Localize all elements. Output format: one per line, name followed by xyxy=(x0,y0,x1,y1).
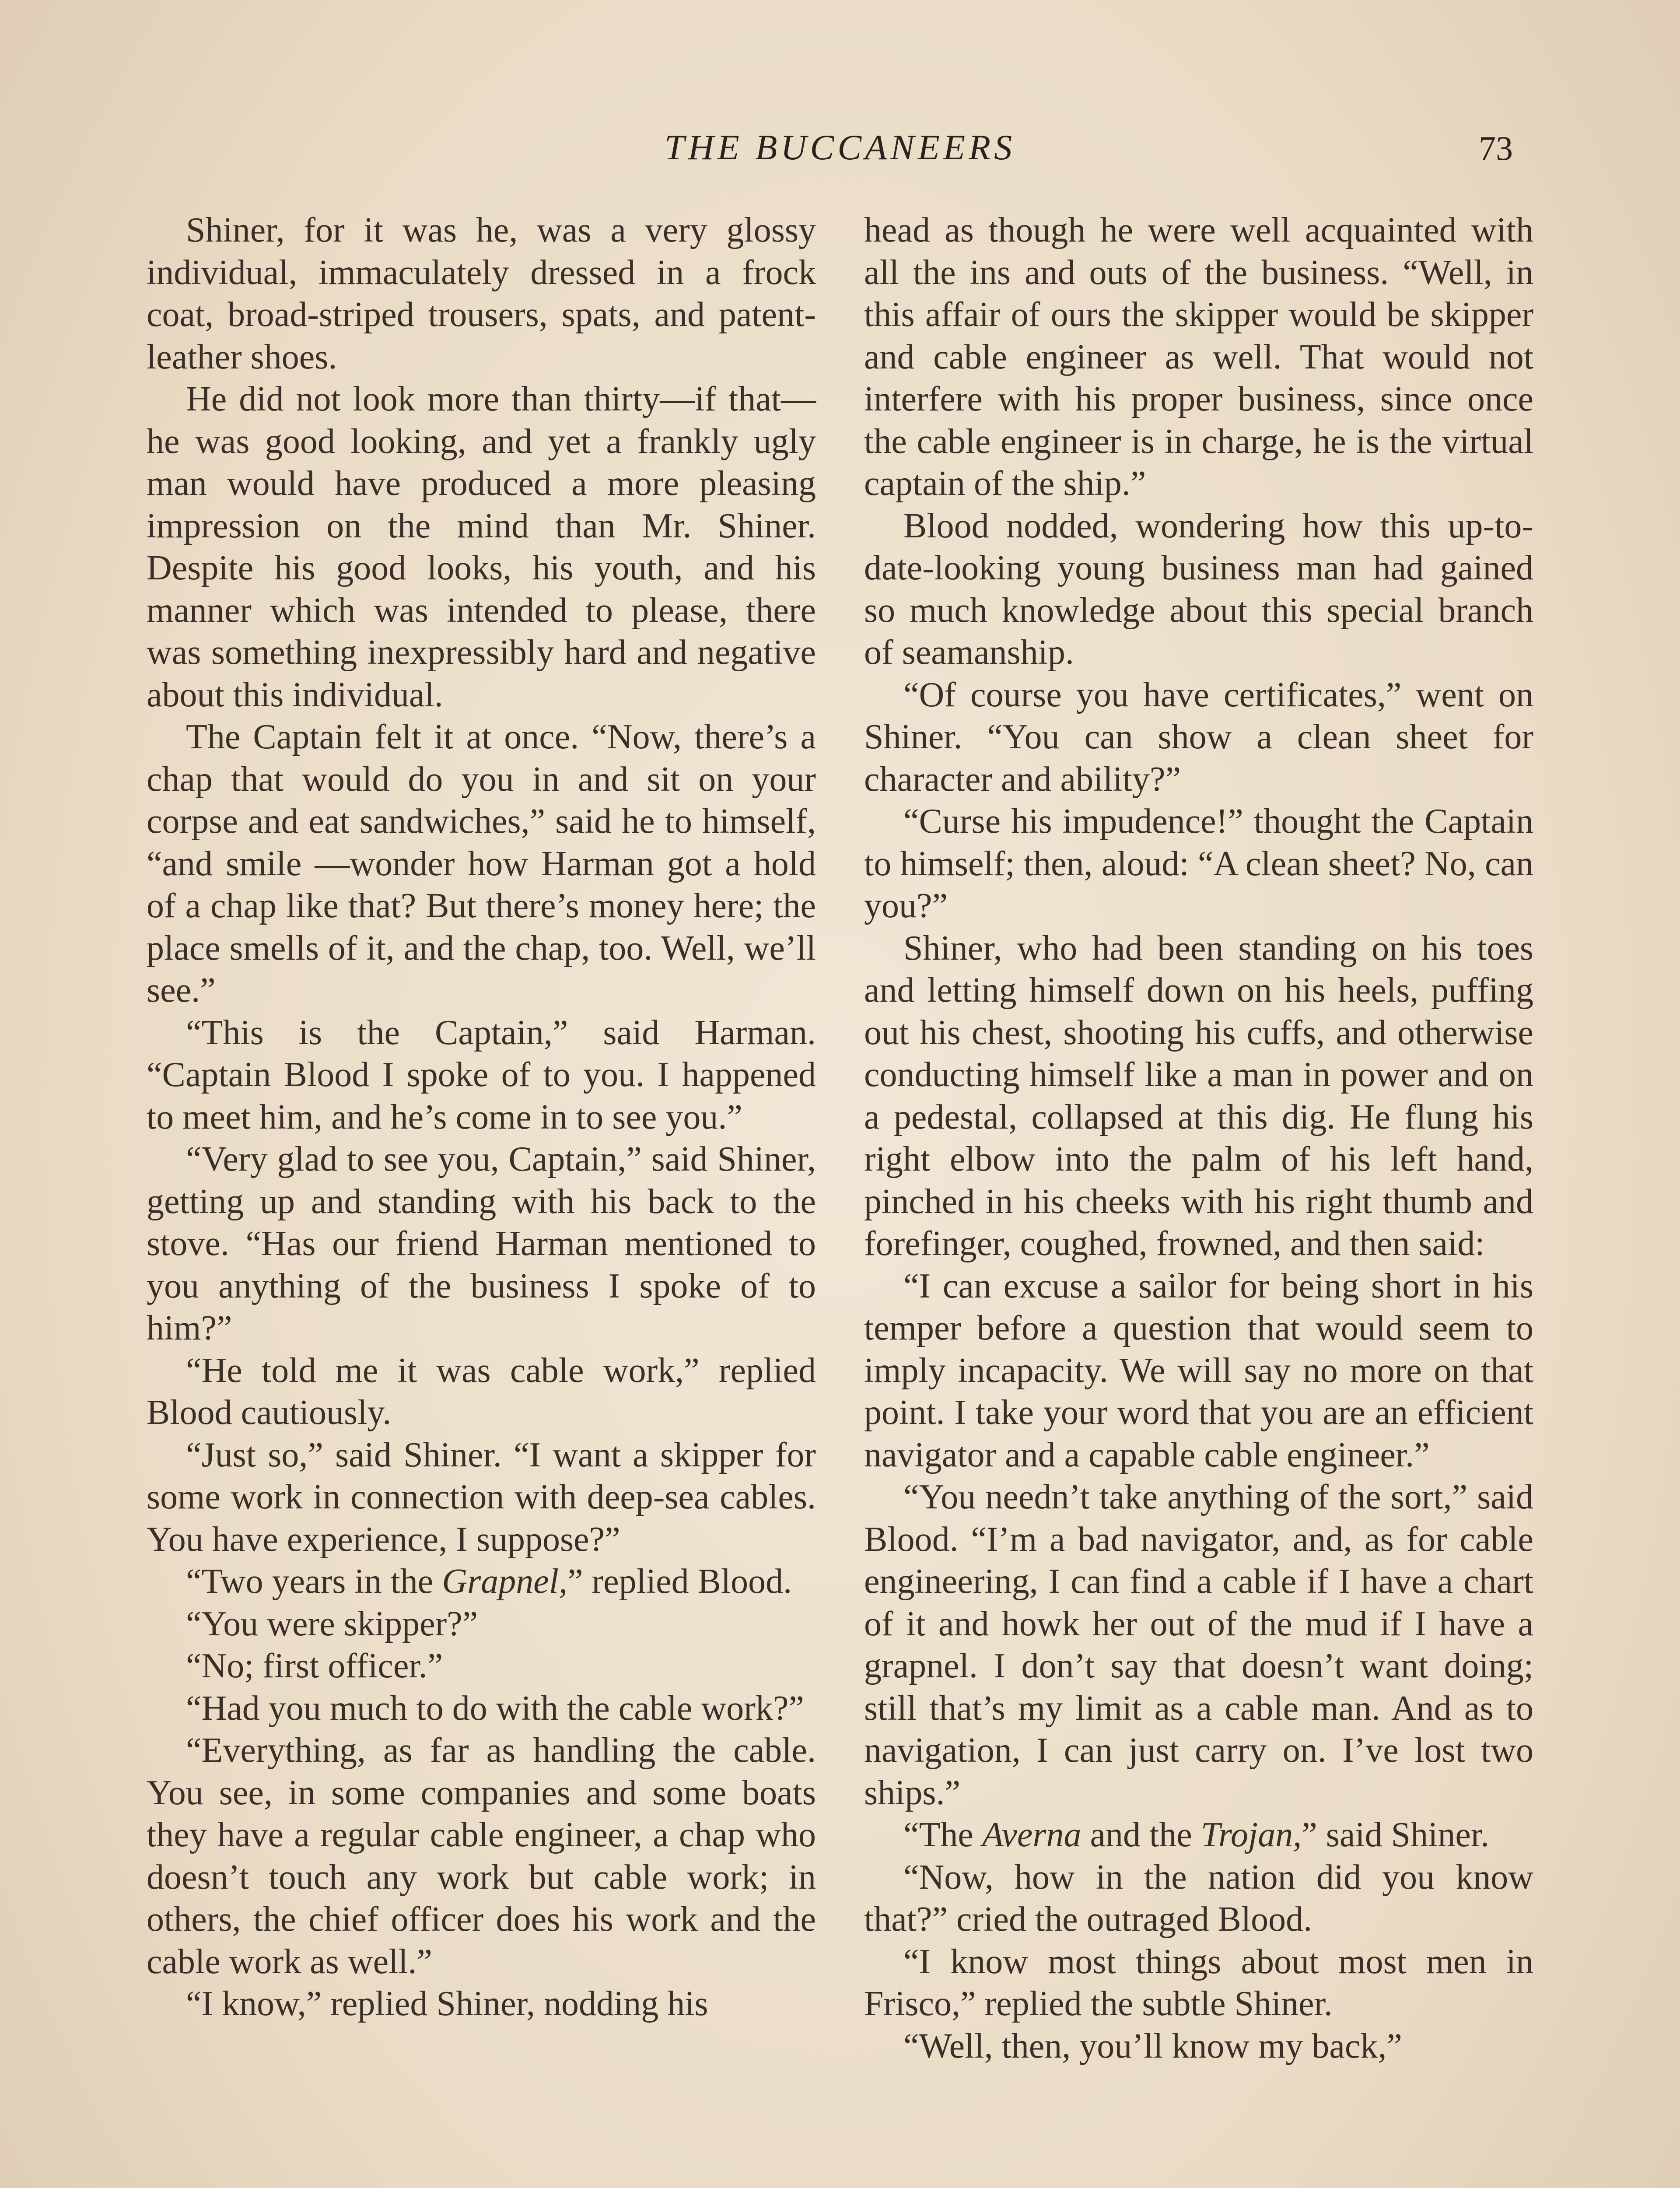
paragraph xyxy=(147,1603,816,1645)
italic-title: Grapnel, xyxy=(442,1562,567,1601)
paragraph-text: The Captain felt it at once. “Now, there’s a chap that would do you in and sit on your corpse and eat sandwiches,” said he to himself, “and smile —wonder how Harman got a hold of a chap like that? But there’s money here; the place smells of it, and the chap, too. Well, we’ll see.” xyxy=(147,718,816,1010)
paragraph xyxy=(147,716,816,1012)
italic-title: Trojan, xyxy=(1200,1816,1302,1854)
page-number: 73 xyxy=(1479,129,1513,167)
paragraph-text: Shiner, who had been standing on his toes and letting himself down on his heels, puffing out his chest, shooting his cuffs, and otherwise conducting himself like a man in power and on a pedestal, collapsed at this dig. He flung his right elbow into the palm of his left hand, pinched in his cheeks with his right thumb and forefinger, coughed, frowned, and then said: xyxy=(864,929,1533,1263)
paragraph xyxy=(864,1814,1533,1856)
paragraph-text: “The xyxy=(903,1816,973,1854)
paragraph-text: head as though he were well acquainted with all the ins and outs of the business. “Well, in this affair of ours the skipper would be skipper and cable engineer as well. That would not interfere with his proper business, since once the cable engineer is in charge, he is the virtual captain of the ship.” xyxy=(864,211,1533,503)
paragraph xyxy=(147,1350,816,1434)
paragraph xyxy=(864,1856,1533,1941)
paragraph-text: Shiner, for it was he, was a very glossy individual, immaculately dressed in a frock coat, broad-striped trousers, spats, and patent-leather shoes. xyxy=(147,211,816,376)
paragraph xyxy=(864,209,1533,505)
paragraph xyxy=(147,209,816,378)
paragraph-text: ” replied Blood. xyxy=(567,1562,792,1601)
paragraph xyxy=(864,505,1533,674)
paragraph-text: “Two years in the xyxy=(186,1562,434,1601)
paragraph-text: “Just so,” said Shiner. “I want a skipper for some work in connection with deep-sea cables. You have experience, I suppose?” xyxy=(147,1435,816,1559)
paragraph-text: “Had you much to do with the cable work?” xyxy=(186,1689,804,1728)
paragraph xyxy=(864,674,1533,801)
running-title: THE BUCCANEERS xyxy=(664,127,1016,167)
paragraph-text: “Very glad to see you, Captain,” said Shiner, getting up and standing with his back to the stove. “Has our friend Harman mentioned to you anything of the business I spoke of to him?” xyxy=(147,1140,816,1347)
paragraph xyxy=(147,1687,816,1730)
paragraph-text: “You were skipper?” xyxy=(186,1604,478,1643)
paragraph xyxy=(147,1434,816,1561)
paragraph xyxy=(147,1645,816,1687)
paragraph xyxy=(147,1560,816,1603)
paragraph-text: “Curse his impudence!” thought the Captain to himself; then, aloud: “A clean sheet? No, can you?” xyxy=(864,802,1533,925)
paragraph xyxy=(864,927,1533,1265)
paragraph-text: “You needn’t take anything of the sort,” said Blood. “I’m a bad navigator, and, as for cable engineering, I can find a cable if I have a chart of it and howk her out of the mud if I have a grapnel. I don’t say that doesn’t want doing; still that’s my limit as a cable man. And as to navigation, I can just carry on. I’ve lost two ships.” xyxy=(864,1478,1533,1812)
paragraph-text: “He told me it was cable work,” replied Blood cautiously. xyxy=(147,1351,816,1432)
paragraph-text: ” said Shiner. xyxy=(1302,1816,1490,1854)
paragraph xyxy=(147,1983,816,2025)
paragraph-text: “Of course you have certificates,” went on Shiner. “You can show a clean sheet for character and ability?” xyxy=(864,675,1533,799)
paragraph xyxy=(864,1476,1533,1814)
paragraph-text: and the xyxy=(1090,1816,1192,1854)
paragraph-text: “Now, how in the nation did you know that?” cried the outraged Blood. xyxy=(864,1858,1533,1939)
paragraph-text: “Well, then, you’ll know my back,” xyxy=(903,2027,1402,2065)
paragraph xyxy=(147,1012,816,1139)
paragraph xyxy=(864,1941,1533,2025)
italic-title: Averna xyxy=(982,1816,1082,1854)
paragraph xyxy=(147,378,816,716)
paragraph-text: “I know most things about most men in Frisco,” replied the subtle Shiner. xyxy=(864,1942,1533,2023)
paragraph-text: Blood nodded, wondering how this up-to-date-looking young business man had gained so much knowledge about this special branch of seamanship. xyxy=(864,506,1533,672)
left-column xyxy=(147,209,816,2188)
paragraph-text: “I know,” replied Shiner, nodding his xyxy=(186,1985,708,2023)
paragraph-text: “This is the Captain,” said Harman. “Captain Blood I spoke of to you. I happened to meet him, and he’s come in to see you.” xyxy=(147,1013,816,1136)
paragraph-text: “Everything, as far as handling the cable. You see, in some companies and some boats they have a regular cable engineer, a chap who doesn’t touch any work but cable work; in others, the chief officer does his work and the cable work as well.” xyxy=(147,1731,816,1981)
paragraph-text: “No; first officer.” xyxy=(186,1647,443,1685)
paragraph-text: “I can excuse a sailor for being short in his temper before a question that would seem to imply incapacity. We will say no more on that point. I take your word that you are an efficient navigator and a capable cable engineer.” xyxy=(864,1266,1533,1474)
paragraph xyxy=(147,1729,816,1983)
paragraph xyxy=(864,800,1533,927)
paragraph xyxy=(147,1138,816,1350)
running-header xyxy=(0,127,1680,179)
paragraph xyxy=(864,1265,1533,1476)
right-column xyxy=(864,209,1533,2188)
paragraph-text: He did not look more than thirty—if that—he was good looking, and yet a frankly ugly man would have produced a more pleasing impression on the mind than Mr. Shiner. Despite his good looks, his youth, and his manner which was intended to please, there was something inexpressibly hard and negative about this individual. xyxy=(147,380,816,714)
paragraph xyxy=(864,2025,1533,2068)
